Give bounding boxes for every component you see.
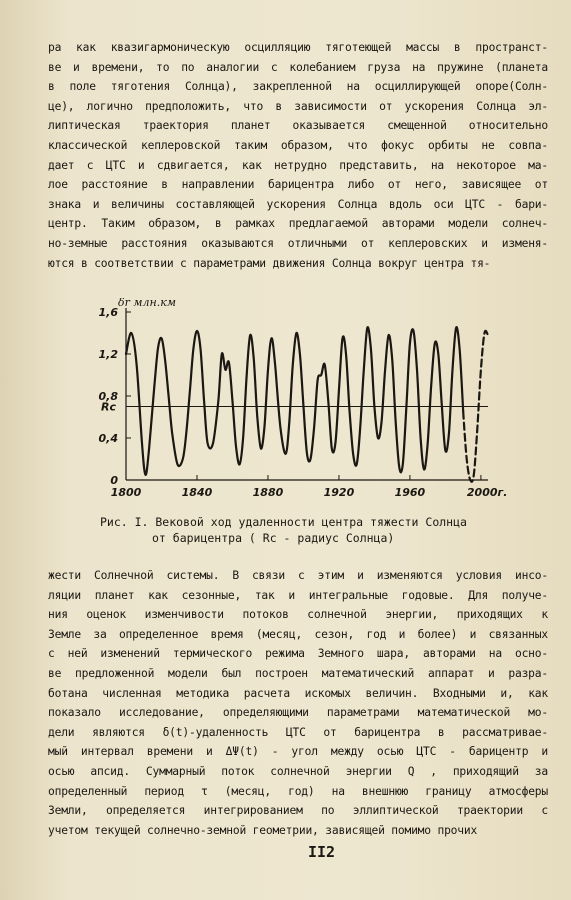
distance-series-line [126, 327, 463, 475]
text-line: показало исследование, определяющими параметрами математической мо- [48, 706, 548, 720]
y-tick-label: 0,8 [98, 390, 118, 403]
chart-series [126, 327, 488, 482]
text-line: классической кеплеровской таким образом, что фокус орбиты не совпа- [48, 138, 548, 152]
x-tick-label: 1840 [181, 486, 213, 499]
y-tick-label: 0 [110, 474, 118, 487]
figure-caption-line-1: Рис. I. Вековой ход удаленности центра тяжести Солнца [100, 515, 467, 529]
x-tick-label: 1880 [252, 486, 284, 499]
barycenter-distance-chart [90, 298, 510, 508]
text-line: определенный период τ (месяц, год) на внешнюю границу атмосферы [48, 784, 548, 798]
text-line: дели являются δ(t)-удаленность ЦТС от барицентра в рассматривае- [48, 725, 548, 739]
x-tick-label: 1800 [110, 486, 142, 499]
text-line: ве и времени, то по аналогии с колебанием груза на пружине (планета [48, 60, 548, 74]
text-line: це), логично предположить, что в зависимости от ускорения Солнца эл- [48, 99, 548, 113]
text-line: осью апсид. Суммарный поток солнечной энергии Q , приходящий за [48, 764, 548, 778]
text-line: ра как квазигармоническую осцилляцию тяготеющей массы в пространст- [48, 41, 548, 54]
text-line: знака и величины составляющей ускорения Солнца вдоль оси ЦТС - бари- [48, 197, 548, 211]
text-line: жести Солнечной системы. В связи с этим и изменяются условия инсо- [48, 569, 548, 582]
paragraph-top [48, 38, 548, 273]
x-tick-label: 1960 [394, 486, 426, 499]
y-tick-label: 1,2 [98, 348, 118, 361]
text-line: Земле за определенное время (месяц, сезон, год и более) и связанных [48, 627, 548, 641]
y-axis-title: δr млн.км [118, 298, 176, 309]
text-line: лое расстояние в направлении барицентра либо от него, зависящее от [48, 178, 548, 192]
y-tick-label: 1,6 [98, 306, 118, 319]
text-line: с ней изменений термического режима Земного шара, авторами на осно- [48, 647, 548, 661]
paragraph-bottom [48, 566, 548, 840]
text-line: в поле тяготения Солнца), закрепленной на осциллирующей опоре(Солн- [48, 80, 548, 94]
figure-caption-line-2: от барицентра ( Rc - радиус Солнца) [152, 531, 395, 545]
text-line: но-земные расстояния оказываются отличными от кеплеровских и изменя- [48, 236, 548, 250]
rc-label: Rc [101, 400, 116, 414]
page-number: II2 [308, 843, 336, 861]
x-tick-label: 2000г. [466, 486, 508, 499]
text-line: центр. Таким образом, в рамках предлагаемой авторами модели солнеч- [48, 217, 548, 231]
text-line: ния оценок изменчивости потоков солнечной энергии, приходящих к [48, 608, 548, 622]
text-line: мый интервал времени и ΔΨ(t) - угол между осью ЦТС - барицентр и [48, 745, 548, 759]
text-line: липтическая траектория планет оказывается смещенной относительно [48, 119, 548, 133]
text-line: ботана численная методика расчета искомых величин. Входными и, как [48, 686, 548, 700]
text-line: дает с ЦТС и сдвигается, как нетрудно представить, на некоторое ма- [48, 158, 548, 172]
text-line: ются в соответствии с параметрами движения Солнца вокруг центра тя- [48, 256, 491, 270]
text-line: Земли, определяется интегрированием по эллиптической траектории с [48, 804, 548, 818]
x-tick-label: 1920 [323, 486, 355, 499]
text-line: ве предложенной модели был построен математический аппарат и разра- [48, 666, 548, 680]
text-line: учетом текущей солнечно-земной геометрии, зависящей помимо прочих [48, 823, 478, 837]
text-line: ляции планет как сезонные, так и интегральные годовые. Для получе- [48, 588, 548, 602]
y-tick-label: 0,4 [98, 432, 118, 445]
